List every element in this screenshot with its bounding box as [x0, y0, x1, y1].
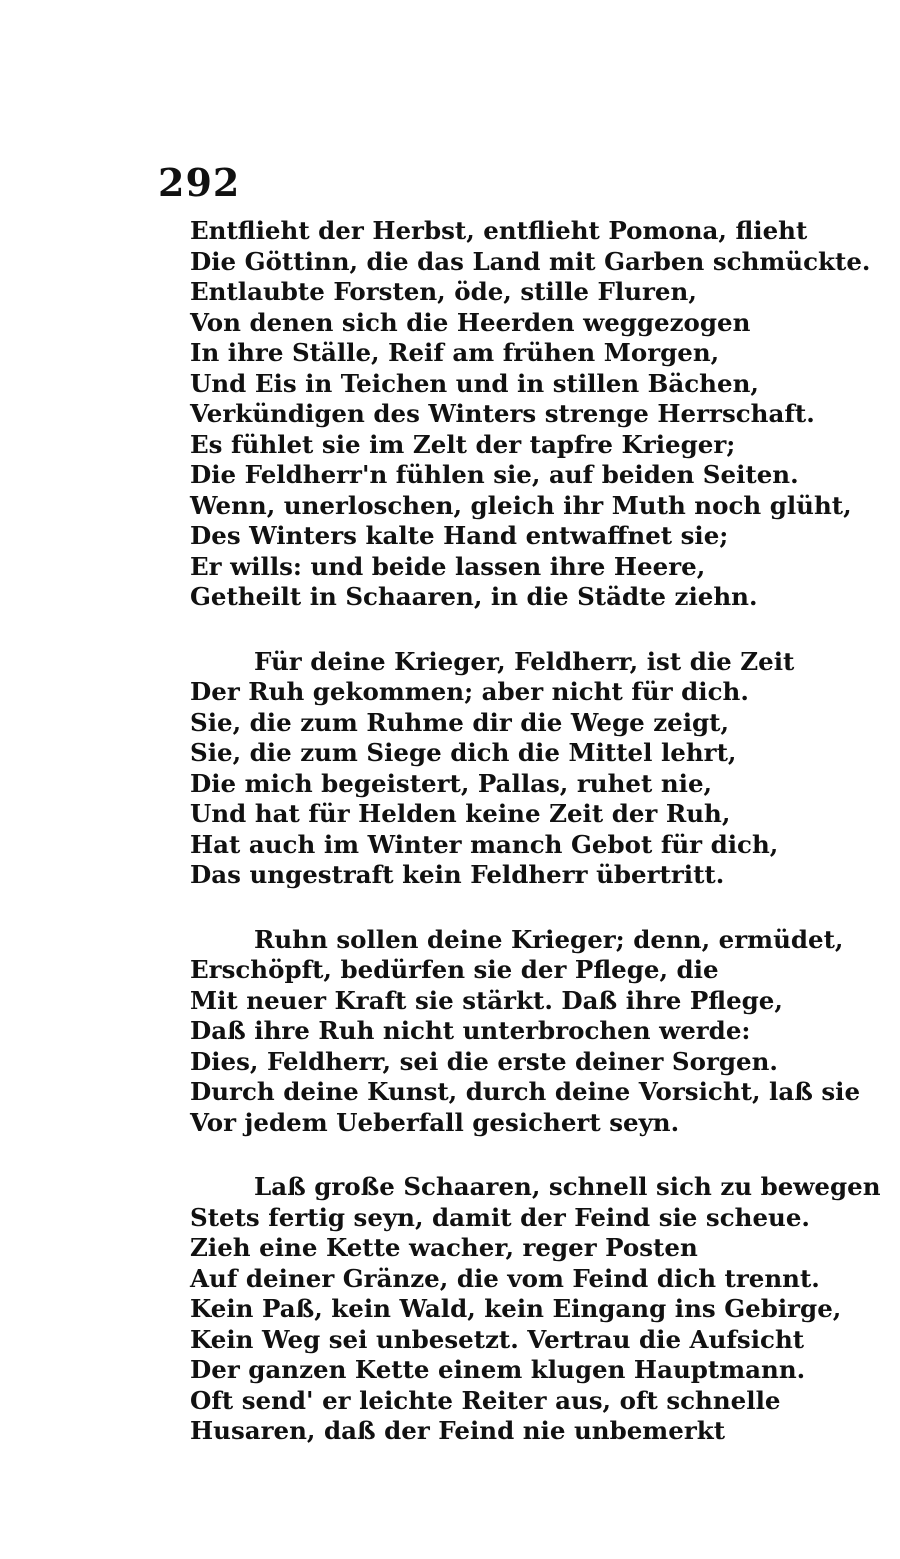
verse-line: Oft send' er leichte Reiter aus, oft schnelle [190, 1385, 781, 1415]
verse-line: Der ganzen Kette einem klugen Hauptmann. [190, 1355, 806, 1384]
verse-line: Daß ihre Ruh nicht unterbrochen werde: [190, 1016, 751, 1045]
verse-line: Auf deiner Gränze, die vom Feind dich trennt. [190, 1263, 820, 1293]
page-number: 292 [158, 160, 241, 205]
verse-line: Das ungestraft kein Feldherr übertritt. [190, 860, 725, 889]
verse-line: Dies, Feldherr, sei die erste deiner Sorgen. [190, 1046, 778, 1076]
verse-line: Durch deine Kunst, durch deine Vorsicht, laß sie [190, 1077, 861, 1106]
verse-line: Und hat für Helden keine Zeit der Ruh, [190, 799, 731, 828]
verse-line: Laß große Schaaren, schnell sich zu bewegen [254, 1172, 881, 1201]
verse-line: Sie, die zum Siege dich die Mittel lehrt, [190, 738, 737, 767]
verse-line: Er wills: und beide lassen ihre Heere, [190, 551, 706, 581]
stanza-4 [190, 1172, 881, 1447]
verse-line: Erschöpft, bedürfen sie der Pflege, die [190, 955, 719, 984]
verse-line: Entlaubte Forsten, öde, stille Fluren, [190, 277, 697, 306]
verse-line: Vor jedem Ueberfall gesichert seyn. [190, 1107, 680, 1137]
stanza-2 [190, 647, 830, 891]
verse-line: Wenn, unerloschen, gleich ihr Muth noch glüht, [190, 490, 852, 520]
stanza-3 [190, 924, 861, 1139]
verse-line: Mit neuer Kraft sie stärkt. Daß ihre Pflege, [190, 985, 783, 1015]
verse-line: Und Eis in Teichen und in stillen Bächen, [190, 368, 759, 398]
verse-line: Getheilt in Schaaren, in die Städte ziehn. [190, 582, 758, 611]
verse-line: Sie, die zum Ruhme dir die Wege zeigt, [190, 707, 729, 737]
verse-line: Von denen sich die Heerden weggezogen [190, 307, 751, 337]
verse-line: Kein Paß, kein Wald, kein Eingang ins Gebirge, [190, 1294, 842, 1323]
poem-text [190, 216, 881, 1481]
verse-line: Kein Weg sei unbesetzt. Vertrau die Aufsicht [190, 1324, 805, 1354]
verse-line: Verkündigen des Winters strenge Herrschaft. [190, 399, 815, 428]
verse-line: Die mich begeistert, Pallas, ruhet nie, [190, 768, 713, 798]
verse-line: Die Göttinn, die das Land mit Garben schmückte. [190, 246, 871, 276]
verse-line: Für deine Krieger, Feldherr, ist die Zeit [254, 646, 795, 676]
verse-line: Hat auch im Winter manch Gebot für dich, [190, 829, 779, 859]
verse-line: Der Ruh gekommen; aber nicht für dich. [190, 677, 749, 706]
verse-line: In ihre Ställe, Reif am frühen Morgen, [190, 338, 720, 367]
verse-line: Stets fertig seyn, damit der Feind sie scheue. [190, 1202, 810, 1232]
verse-line: Des Winters kalte Hand entwaffnet sie; [190, 521, 729, 550]
stanza-1 [190, 216, 871, 613]
verse-line: Zieh eine Kette wacher, reger Posten [190, 1233, 698, 1262]
verse-line: Es fühlet sie im Zelt der tapfre Krieger; [190, 429, 736, 459]
verse-line: Entflieht der Herbst, entflieht Pomona, flieht [190, 216, 808, 245]
verse-line: Die Feldherr'n fühlen sie, auf beiden Seiten. [190, 460, 799, 489]
verse-line: Ruhn sollen deine Krieger; denn, ermüdet, [254, 924, 844, 954]
verse-line: Husaren, daß der Feind nie unbemerkt [190, 1416, 726, 1445]
